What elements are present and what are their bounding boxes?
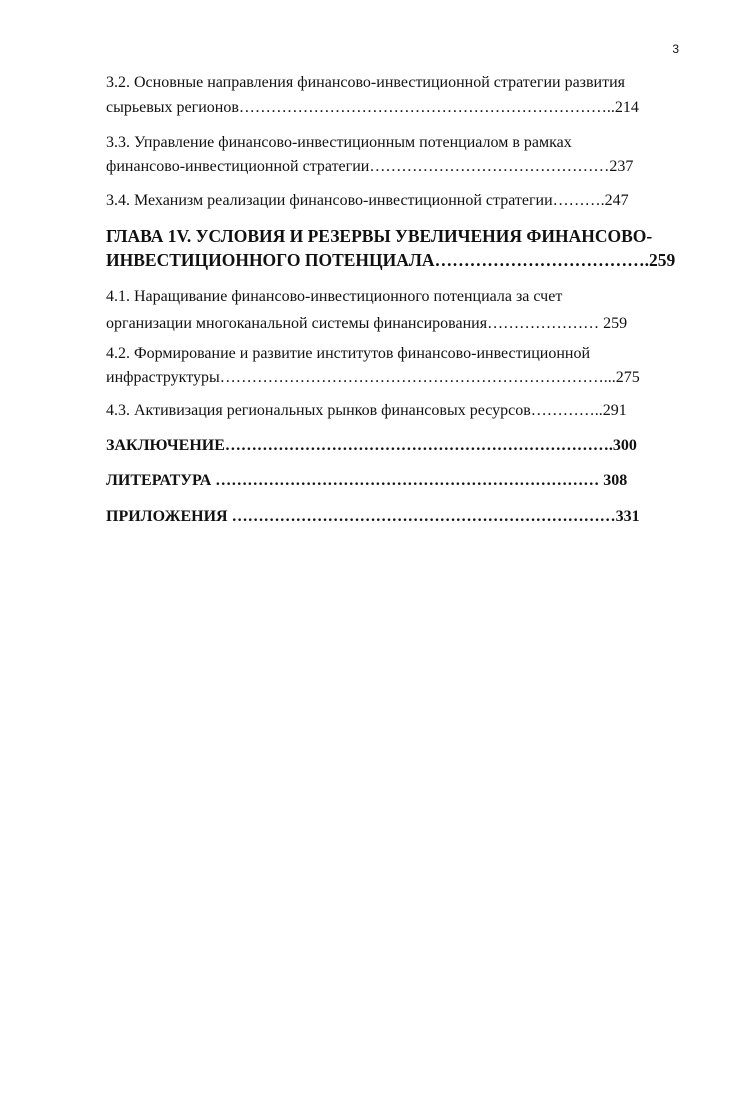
toc-entry-4-2-line-2: инфраструктуры………………………………………………………………...275 <box>106 369 640 386</box>
toc-entry-4-2-line-1: 4.2. Формирование и развитие институтов финансово-инвестиционной <box>106 345 590 362</box>
toc-conclusion: ЗАКЛЮЧЕНИЕ……………………………………………………………….300 <box>106 437 637 454</box>
toc-entry-3-3-line-1: 3.3. Управление финансово-инвестиционным потенциалом в рамках <box>106 134 572 151</box>
toc-chapter-4-line-1: ГЛАВА 1V. УСЛОВИЯ И РЕЗЕРВЫ УВЕЛИЧЕНИЯ ФИНАНСОВО- <box>106 226 653 246</box>
toc-appendices: ПРИЛОЖЕНИЯ ………………………………………………………………331 <box>106 508 640 525</box>
toc-entry-4-1-line-1: 4.1. Наращивание финансово-инвестиционного потенциала за счет <box>106 288 563 305</box>
toc-entry-3-2-line-1: 3.2. Основные направления финансово-инвестиционной стратегии развития <box>106 74 626 91</box>
page-number: 3 <box>672 42 679 56</box>
toc-entry-3-3-line-2: финансово-инвестиционной стратегии………………………………………237 <box>106 158 634 175</box>
toc-entry-3-4: 3.4. Механизм реализации финансово-инвестиционной стратегии……….247 <box>106 192 629 209</box>
toc-entry-4-3: 4.3. Активизация региональных рынков финансовых ресурсов…………..291 <box>106 402 627 419</box>
toc-literature: ЛИТЕРАТУРА ……………………………………………………………… 308 <box>106 472 628 489</box>
toc-entry-3-2-line-2: сырьевых регионов……………………………………………………………..214 <box>106 99 639 116</box>
toc-entry-4-1-line-2: организации многоканальной системы финансирования………………… 259 <box>106 315 628 332</box>
toc-chapter-4-line-2: ИНВЕСТИЦИОННОГО ПОТЕНЦИАЛА……………………………….259 <box>106 250 676 270</box>
